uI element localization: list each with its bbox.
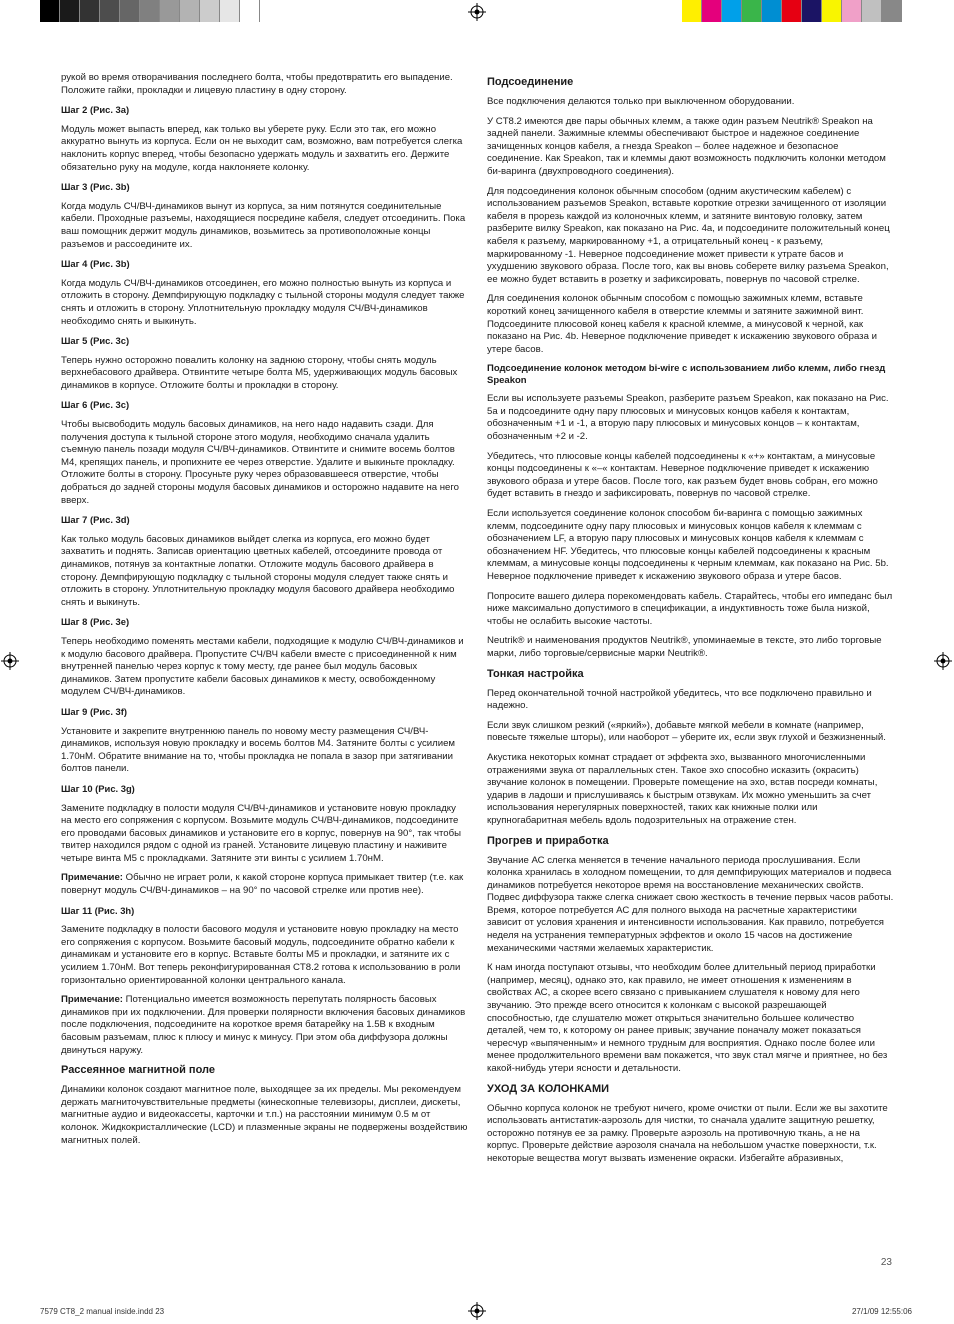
calibration-swatch [782,0,802,22]
paragraph: Акустика некоторых комнат страдает от эффекта эхо, вызванного многочисленными отражениями звука от параллельных стен. Такое эхо способно исказить (окрасить) звучание колонок в помещении. Проверьте помещение на эхо, встав посреди комнаты, ударив в ладоши и прислушиваясь к быстрым отзвукам. Их можно уменьшить за счет использования нерегулярных поверхностей, таких как книжные полки или крупногабаритная мебель вдоль подозрительных на отражение стен. [487,751,878,826]
step-heading: Шаг 9 (Рис. 3f) [61,705,127,717]
calibration-swatch [862,0,882,22]
paragraph: Для подсоединения колонок обычным способом (одним акустическим кабелем) с использованием разъемов Speakon, вставьте короткие отрезки зачищенного от изоляции кабеля в прорезь каждой из колоночных клемм, и затяните винтовую головку, затем разберите вилку Speakon, как показано на Рис. 4a, и подсоедините положительный конец кабеля к разъему, маркированному +1, а отрицательный конец - к разъему, маркированному -1. Неверное подсоединение может привести к утрате басов и ухудшению звукового образа. После того, как вы вновь соберете вилку разъема Speakon, ее можно будет вставить в розетку и зафиксировать, повернув по часовой стрелке. [487,185,890,285]
step-heading: Шаг 2 (Рис. 3a) [61,104,130,116]
calibration-swatch [842,0,862,22]
paragraph: Замените подкладку в полости басового модуля и установите новую прокладку на место его сопряжения с корпусом. Возьмите басовый модуль, подсоедините обратно кабели к динамикам и установите его в корпус. Вставьте болты M5 и прокладки, и затяните их с усилием 1.70нМ. Вот теперь реконфигурированная CT8.2 готова к использованию в роли горизонтально ориентированной колонки центрального канала. [61,924,461,986]
calibration-swatch [240,0,260,22]
step-heading: Шаг 3 (Рис. 3b) [61,181,130,193]
calibration-swatch [882,0,902,22]
registration-mark-icon [468,1302,486,1320]
calibration-swatch [220,0,240,22]
calibration-swatch [100,0,120,22]
color-calibration-bar [682,0,902,22]
paragraph: Как только модуль басовых динамиков выйдет слегка из корпуса, его можно будет захватить и поднять. Записав ориентацию цветных кабелей, отсоедините провода от динамиков, потянув за контактные лопатки. Отложите модуль басового драйвера в сторону. Демпфирующую подкладку с тыльной стороны модуля следует также снять и отложить в сторону. Уплотнительную прокладку модуля басового драйвера необходимо снять и выкинуть. [61,533,455,608]
calibration-swatch [682,0,702,22]
step-heading: Шаг 6 (Рис. 3c) [61,399,130,411]
paragraph: Для соединения колонок обычным способом с помощью зажимных клемм, вставьте короткий конец зачищенного кабеля в отверстие клеммы и затяните зажимной винт. Подсоедините плюсовой конец кабеля к красной клемме, а минусовой к черной, как показано на Рис. 4b. Неверное подключение приведет к искажению звукового образа и утере басов. [487,293,877,355]
section-heading: Прогрев и приработка [487,834,609,847]
calibration-swatch [702,0,722,22]
note-paragraph [61,994,468,1057]
paragraph: Замените подкладку в полости модуля СЧ/ВЧ-динамиков и установите новую прокладку на место его сопряжения с корпусом. Возьмите модуль СЧ/ВЧ-динамиков, подсоедините его проводами басовых динамиков и установите его в корпус, повернув на 90°, так чтобы твитер находился рядом с одной из граней. Установите лицевую пластину и наживите четыре винта M5 с прокладками. Затяните эти винты с усилием 1.70нМ. [61,802,461,864]
step-heading: Шаг 5 (Рис. 3c) [61,335,130,347]
paragraph: Обычно корпуса колонок не требуют ничего, кроме очистки от пыли. Если же вы захотите использовать антистатик-аэрозоль для чистки, то сначала удалите защитную решетку, осторожно потянув ее за рамку. Проверьте аэрозоль на противочную ткань, а не на корпус. Проверьте действие аэрозоля сначала на небольшом участке поверхности, т.к. некоторые вещества могут вызвать изменение окраски. Избегайте абразивных, [487,1102,888,1164]
paragraph: Убедитесь, что плюсовые концы кабелей подсоединены к «+» контактам, а минусовые концы подсоединены к «–« контактам. Неверное подключение приведет к искажению звукового образа и утере басов. После того, как разъем будет вновь собран, его можно будет вставить в гнездо и зафиксировать, повернув по часовой стрелке. [487,450,878,500]
calibration-swatch [802,0,822,22]
calibration-swatch [762,0,782,22]
note-paragraph [61,872,468,897]
calibration-swatch [742,0,762,22]
calibration-swatch [200,0,220,22]
calibration-swatch [722,0,742,22]
paragraph: Чтобы высвободить модуль басовых динамиков, на него надо надавить сзади. Для получения доступа к тыльной стороне этого модуля, необходимо сначала удалить съемную панель позади модуля СЧ/ВЧ-динамиков. Отвинтите и снимите восемь болтов M4, крепящих панель, и пропихните ее через отверстие. Удалите и выкиньте прокладку. Отложите болты в сторону. Просуньте руку через образовавшееся отверстие, чтобы добраться до задней стороны модуля басовых динамиков и осторожно надавите на него вверх. [61,419,460,506]
paragraph: Когда модуль СЧ/ВЧ-динамиков отсоединен, его можно полностью вынуть из корпуса и отложить в сторону. Демпфирующую подкладку с тыльной стороны модуля следует также снять и отложить в сторону. Уплотнительную прокладку модуля СЧ/ВЧ-динамиков необходимо снять и выкинуть. [61,277,465,327]
paragraph: Установите и закрепите внутреннюю панель по новому месту размещения СЧ/ВЧ-динамиков, используя новую прокладку и восемь болтов M4. Затяните болты с усилием 1.70нМ. Обратите внимание на то, чтобы прокладка не попала в зазор при затягивании болтов панели. [61,725,455,775]
paragraph: Теперь нужно осторожно повалить колонку на заднюю сторону, чтобы снять модуль верхнебасового драйвера. Отвинтите четыре болта M5, удерживающих модуль басовых динамиков в корпусе. Отложите болты и прокладки в сторону. [61,354,458,391]
note-text: Обычно не играет роли, к какой стороне корпуса примыкает твитер (т.е. как повернут модуль СЧ/ВЧ-динамиков – на 90° по часовой стрелке или против нее). [61,872,464,897]
calibration-swatch [60,0,80,22]
paragraph: У CT8.2 имеются две пары обычных клемм, а также один разъем Neutrik® Speakon на задней панели. Зажимные клеммы обеспечивают быстрое и надежное соединение зачищенных концов кабеля, а гнезда Speakon – более надежное и безопасное соединение. Как Speakon, так и клеммы дают возможность подключить колонки методом би-варинга (двухпроводного соединения). [487,115,886,177]
section-heading: Подсоединение [487,76,574,88]
calibration-swatch [40,0,60,22]
paragraph: Теперь необходимо поменять местами кабели, подходящие к модулю СЧ/ВЧ-динамиков и к модулю басового драйвера. Пропустите СЧ/ВЧ кабели вместе с присоединенной к ним внутренней панелью через корпус к тому месту, где ранее был модуль басовых динамиков. Затем пропустите кабели басовых динамиков к месту, освобожденному модулем СЧ/ВЧ-динамиков. [61,635,464,698]
section-heading: Тонкая настройка [487,667,584,680]
note-label: Примечание: [61,872,123,884]
paragraph: Попросите вашего дилера порекомендовать кабель. Старайтесь, чтобы его импеданс был ниже максимально допустимого в спецификации, а индуктивность тоже была низкой, чтобы не ослабить высокие частоты. [487,590,893,627]
footer-date: 27/1/09 12:55:06 [851,1307,912,1316]
registration-mark-icon [934,652,952,670]
calibration-swatch [822,0,842,22]
paragraph: Все подключения делаются только при выключенном оборудовании. [487,96,795,107]
footer-filename: 7579 CT8_2 manual inside.indd 23 [40,1307,165,1316]
paragraph: рукой во время отворачивания последнего болта, чтобы предотвратить его выпадение. Положите гайки, прокладки и лицевую пластину в одну сторону. [61,72,453,96]
right-column [487,72,894,1173]
paragraph: Если звук слишком резкий («яркий»), добавьте мягкой мебели в комнате (например, повесьте тяжелые шторы), или наоборот – уберите их, если звук глухой и безжизненный. [487,719,886,744]
paragraph: Звучание АС слегка меняется в течение начального периода прослушивания. Если колонка хранилась в холодном помещении, то для демпфирующих материалов и подвеса динамиков потребуется некоторое время на восстановление механических свойств. Подвес диффузора также слегка снижает свою жесткость в течение первых часов работы. Время, которое потребуется АС для полного выхода на расчетные характеристики зависит от условия хранения и интенсивности использования. Как правило, потребуется неделя на устранения температурных эффектов и около 15 часов на достижение механическими частями желаемых характеристик. [487,854,894,954]
registration-mark-icon [1,652,19,670]
subsection-heading: Подсоединение колонок методом bi-wire с использованием либо клемм, либо гнезд Speakon [487,363,886,387]
paragraph: Если используется соединение колонок способом би-варинга с помощью зажимных клемм, подсоедините одну пару плюсовых и минусовых концов кабеля к клеммам с обозначением LF, а вторую пару плюсовых и минусовых концов кабеля к клеммам с обозначением HF. Убедитесь, что плюсовые концы кабелей подсоединены к красным клеммам, а минусовые концы подсоединены к черным клеммам, как показано на Рис. 5b. Неверное подключение приведет к искажению звукового образа и утере басов. [487,508,889,582]
calibration-swatch [160,0,180,22]
paragraph: Модуль может выпасть вперед, как только вы уберете руку. Если это так, его можно аккуратно вынуть из корпуса. Если он не выходит сам, возможно, вам потребуется слегка наклонить корпус вперед, чтобы безопасно удержать модуль и захватить его. Держите обязательно руку на модуле, когда наклоняете колонку. [61,123,463,173]
step-heading: Шаг 8 (Рис. 3e) [61,616,130,628]
paragraph: Динамики колонок создают магнитное поле, выходящее за их пределы. Мы рекомендуем держать магниточувствительные предметы (кинескопные телевизоры, дисплеи, дискеты, магнитные аудио и видеокассеты, карточки и т.п.) на расстоянии минимум 0.5 м от колонок. Жидкокристаллические (LCD) и плазменные экраны не подвержены воздействию магнитных полей. [61,1084,468,1146]
paragraph: Перед окончательной точной настройкой убедитесь, что все подключено правильно и надежно. [487,687,872,712]
grayscale-calibration-bar [40,0,260,22]
calibration-swatch [180,0,200,22]
page-number: 23 [880,1257,892,1268]
step-heading: Шаг 11 (Рис. 3h) [61,904,135,916]
calibration-swatch [120,0,140,22]
section-heading: УХОД ЗА КОЛОНКАМИ [487,1082,610,1095]
calibration-swatch [80,0,100,22]
paragraph: К нам иногда поступают отзывы, что необходим более длительный период приработки (например, месяц), однако это, как правило, не имеет отношения к изменениям в свойствах АС, а скорее всего связано с привыканием слушателя к новому для него звучанию. Это прежде всего относится к колонкам с высокой разрешающей способностью, где слушателю может открыться значительно большее количество деталей, чем то, к которому он ранее привык; звучание поначалу может показаться чересчур «выпяченным» и немного трудным для восприятия. Однако после более или менее продолжительного времени вам покажется, что звук стал мягче и приятнее, но без какой-нибудь утери ясности и детальности. [487,962,888,1074]
calibration-swatch [140,0,160,22]
step-heading: Шаг 7 (Рис. 3d) [61,514,130,526]
registration-mark-icon [468,3,486,21]
left-column [61,72,468,1154]
note-label: Примечание: [61,994,123,1006]
step-heading: Шаг 10 (Рис. 3g) [61,782,135,794]
step-heading: Шаг 4 (Рис. 3b) [61,258,130,270]
paragraph: Когда модуль СЧ/ВЧ-динамиков вынут из корпуса, за ним потянутся соединительные кабели. Проходные разъемы, находящиеся посредине кабеля, следует отсоединить. Пока ваш помощник держит модуль динамиков, возьмитесь за противоположные концы разъемов и рассоедините их. [61,200,466,250]
note-text: Потенциально имеется возможность перепутать полярность басовых динамиков при их подключении. Для проверки полярности включения басовых динамиков после подключения, подсоедините на короткое время батарейку на 1.5В к входным басовым разъемам, плюс к плюсу и минус к минусу. При этом оба диффузора должны двинуться наружу. [61,994,466,1056]
paragraph: Neutrik® и наименования продуктов Neutrik®, упоминаемые в тексте, это либо торговые марки, либо торговые/сервисные марки Neutrik®. [487,635,882,659]
paragraph: Если вы используете разъемы Speakon, разберите разъем Speakon, как показано на Рис. 5a и подсоедините одну пару плюсовых и минусовых концов кабеля к контактам, обозначенным +1 и -1, а вторую пару плюсовых и минусовых концов – к контактам, обозначенным +2 и -2. [487,393,889,443]
section-heading: Рассеянное магнитной поле [61,1064,215,1077]
